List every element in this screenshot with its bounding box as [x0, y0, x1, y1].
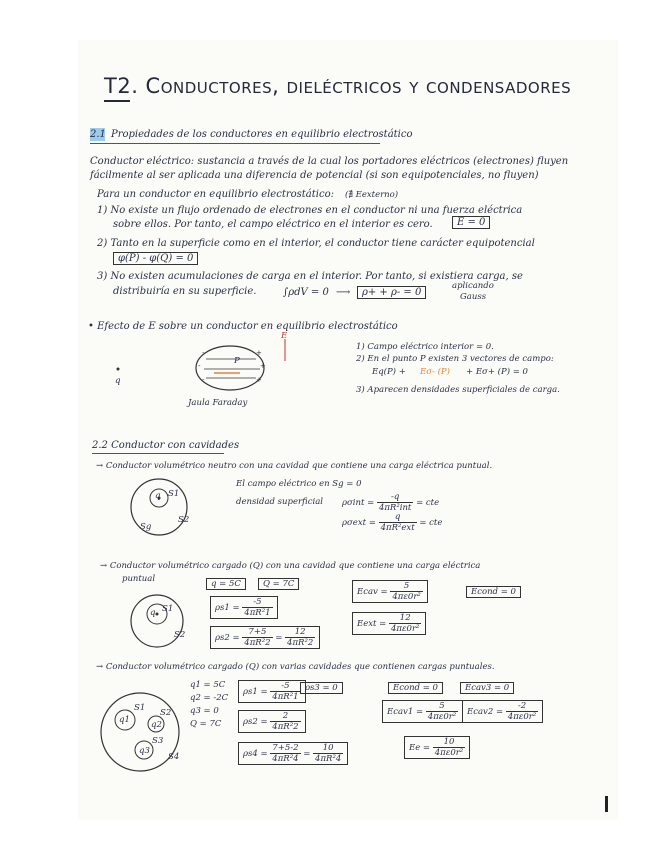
case2-e-cond: Econd = 0: [466, 586, 521, 598]
page-edge-mark: [605, 796, 608, 812]
item2-line-1: 2) Tanto en la superficie como en el interior, el conductor tiene carácter equipotencial: [97, 238, 535, 249]
case1-fig-q: q: [155, 491, 161, 501]
effect-formula-a: Eq(P) +: [372, 367, 406, 377]
case3-e-e: Ee = $\frac{10}{\text{4πε0r²}}$: [404, 736, 470, 759]
case2-fig-s1: S1: [162, 604, 174, 614]
effect-note-1: 1) Campo eléctrico interior = 0.: [356, 342, 494, 352]
svg-text:-: -: [198, 362, 201, 370]
implies-arrow: ⟶: [336, 287, 351, 298]
case3-charge-4: Q = 7C: [190, 719, 222, 729]
section2-heading: 2.2 Conductor con cavidades: [92, 440, 240, 451]
case3-rho-s2: ρs2 = $\frac{2}{\text{4πR²2}}$: [238, 710, 306, 733]
case2-e-ext: Eext = $\frac{12}{\text{4πε0r²}}$: [352, 612, 426, 635]
equilibrium-note: (∄ Eexterno): [345, 190, 399, 200]
charge-label: q: [115, 376, 121, 386]
effect-note-3: 3) Aparecen densidades superficiales de carga.: [356, 385, 560, 395]
case3-fig-s4: S4: [168, 752, 180, 762]
case2-e-cav: Ecav = $\frac{5}{\text{4πε0r²}}$: [352, 580, 428, 603]
case3-rho-s1: ρs1 = $\frac{-5}{\text{4πR²1}}$: [238, 680, 306, 703]
cage-ellipse: [196, 346, 264, 390]
item1-formula: E = 0: [452, 216, 490, 229]
svg-text:+: +: [256, 376, 262, 384]
case3-fig-s1: S1: [134, 703, 146, 713]
effect-formula-c: + Eσ+ (P) = 0: [466, 367, 528, 377]
charge-dot: [117, 368, 120, 371]
section2-underline: [92, 453, 224, 454]
svg-text:+: +: [260, 362, 266, 370]
case3-charge-1: q1 = 5C: [190, 680, 226, 690]
case2-text-2: puntual: [122, 574, 156, 584]
case2-rho-s2: ρs2 = $\frac{7+5}{\text{4πR²2}}$ = $\frac{12}{\text{4πR²2}}$: [210, 626, 320, 649]
effect-heading: • Efecto de E sobre un conductor en equilibrio electrostático: [88, 321, 398, 332]
field-lines: [204, 359, 260, 378]
item3-formula: ρ+ + ρ- = 0: [357, 286, 426, 299]
item3-line-1: 3) No existen acumulaciones de carga en el interior. Por tanto, si existiera carga, se: [97, 271, 523, 282]
svg-text:-: -: [202, 349, 205, 357]
case1-density: densidad superficial: [236, 497, 323, 507]
faraday-cage-figure: [110, 335, 310, 405]
equilibrium-intro: Para un conductor en equilibrio electrostático:: [97, 189, 334, 200]
section-heading: Propiedades de los conductores en equilibrio electrostático: [111, 129, 413, 140]
case1-rho-int: ρσint = $\frac{-q}{\text{4πR²int}}$ = cte: [342, 492, 440, 513]
case1-fig-s2: S2: [178, 515, 190, 525]
section-number: 2.1: [90, 129, 106, 140]
effect-formula-b: Eσ- (P): [420, 367, 450, 377]
external-field-label: E: [281, 331, 288, 341]
case3-charge-3: q3 = 0: [190, 706, 219, 716]
section-underline: [90, 143, 380, 144]
page-title: T2. Conductores, dieléctricos y condensadores: [104, 74, 572, 98]
item3-note-1: aplicando: [452, 281, 494, 291]
case3-e-cav1: Ecav1 = $\frac{5}{\text{4πε0r²}}$: [382, 700, 463, 723]
definition-line-1: Conductor eléctrico: sustancia a través de la cual los portadores eléctricos (electrones) fluyen: [90, 156, 569, 167]
case3-e-cav3: Ecav3 = 0: [460, 682, 514, 694]
item2-formula: φ(P) - φ(Q) = 0: [113, 252, 198, 265]
case2-fig-q: q: [150, 608, 156, 618]
case3-e-cond: Econd = 0: [388, 682, 443, 694]
point-p-label: P: [234, 356, 240, 366]
figure-caption: Jaula Faraday: [188, 398, 248, 408]
item1-line-1: 1) No existe un flujo ordenado de electrones en el conductor ni una fuerza eléctrica: [97, 205, 523, 216]
svg-text:-: -: [202, 376, 205, 384]
effect-note-2: 2) En el punto P existen 3 vectores de campo:: [356, 354, 554, 364]
case1-text: → Conductor volumétrico neutro con una cavidad que contiene una carga eléctrica puntual.: [96, 461, 493, 471]
case2-Q: Q = 7C: [258, 578, 299, 590]
case1-field: El campo eléctrico en Sg = 0: [236, 479, 362, 489]
case2-rho-s1: ρs1 = $\frac{-5}{\text{4πR²1}}$: [210, 596, 278, 619]
case3-charge-2: q2 = -2C: [190, 693, 229, 703]
case2-figure: [128, 592, 186, 650]
case3-e-cav2: Ecav2 = $\frac{-2}{\text{4πε0r²}}$: [462, 700, 543, 723]
title-underline: [104, 100, 130, 102]
case3-rho-s4: ρs4 = $\frac{7+5-2}{\text{4πR²4}}$ = $\frac{10}{\text{4πR²4}}$: [238, 742, 348, 765]
case1-figure: [128, 476, 190, 538]
case3-text: → Conductor volumétrico cargado (Q) con varias cavidades que contienen cargas puntuales.: [96, 662, 495, 672]
definition-line-2: fácilmente al ser aplicada una diferencia de potencial (si son equipotenciales, no fluyen): [90, 170, 539, 181]
case1-fig-sg: Sg: [140, 522, 152, 532]
case2-text: → Conductor volumétrico cargado (Q) con una cavidad que contiene una carga eléctrica: [100, 561, 481, 571]
case3-fig-q1: q1: [119, 715, 130, 725]
item3-integral: ∫ρdV = 0: [283, 287, 329, 298]
item1-line-2: sobre ellos. Por tanto, el campo eléctrico en el interior es cero.: [113, 219, 433, 230]
case3-fig-s3: S3: [152, 736, 164, 746]
case3-rho-s3: ρs3 = 0: [300, 682, 343, 694]
item3-line-2: distribuiría en su superficie.: [113, 286, 257, 297]
case3-fig-q3: q3: [139, 746, 150, 756]
case2-q: q = 5C: [206, 578, 246, 590]
case3-fig-s2: S2: [160, 708, 172, 718]
case2-fig-s2: S2: [174, 630, 186, 640]
item3-note-2: Gauss: [460, 292, 487, 302]
case1-rho-ext: ρσext = $\frac{q}{\text{4πR²ext}}$ = cte: [342, 512, 443, 533]
cage-charges: [198, 349, 266, 384]
case1-fig-s1: S1: [168, 489, 180, 499]
svg-text:+: +: [256, 349, 262, 357]
case3-fig-q2: q2: [151, 720, 162, 730]
